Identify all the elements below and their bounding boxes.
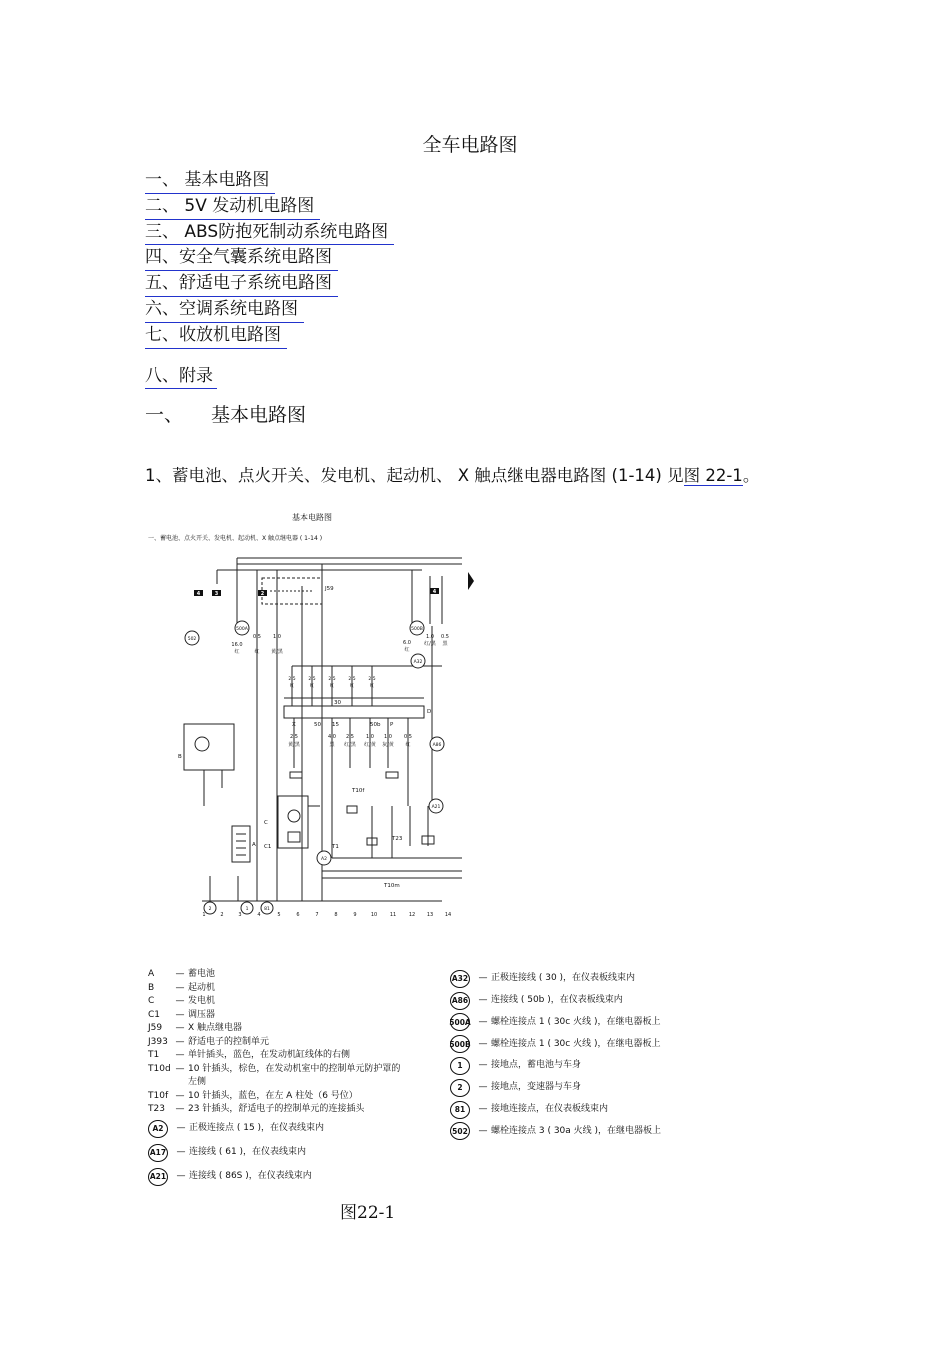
label-t1: T1 xyxy=(332,844,339,850)
toc-link-comfort[interactable]: 五、舒适电子系统电路图 xyxy=(145,271,338,297)
bottom-number: 8 xyxy=(334,912,338,918)
legend-right xyxy=(450,968,661,1142)
label-a32: A32 xyxy=(413,660,423,665)
wire-color: 红 xyxy=(404,647,410,653)
wire-size: 2.5 xyxy=(346,734,354,740)
fuse-size: 2.5 xyxy=(308,677,316,682)
legend-item: T10d — 10 针插头，棕色，在发动机室中的控制单元防护罩的 xyxy=(148,1063,401,1074)
legend-item: T1 — 单针插头，蓝色，在发动机缸线体的右侧 xyxy=(148,1050,351,1060)
label-kp: P xyxy=(390,722,394,728)
battery-box xyxy=(232,826,250,862)
tag-label-4: 4 xyxy=(196,591,201,597)
wire-color: 红/黑 xyxy=(344,742,356,748)
label-t10f: T10f xyxy=(352,788,365,794)
legend-item: A — 蓄电池 xyxy=(148,969,216,979)
paragraph-end: 。 xyxy=(742,466,760,485)
bottom-number: 6 xyxy=(296,912,300,918)
legend-item: B — 起动机 xyxy=(148,982,216,993)
label-500a: 500A xyxy=(236,627,248,632)
bottom-number: 3 xyxy=(238,912,242,918)
label-k50: 50 xyxy=(314,722,321,728)
legend-item: A2 — 正极连接点 ( 15 )，在仪表线束内 xyxy=(148,1117,400,1141)
wire-size: 0.5 xyxy=(404,734,412,740)
label-a86: A86 xyxy=(432,743,442,748)
bottom-number: 4 xyxy=(257,912,261,918)
label-c1: C1 xyxy=(264,844,272,850)
section-heading xyxy=(145,400,306,427)
fuse-size: 2.5 xyxy=(328,677,336,682)
tag-label-4b: 4 xyxy=(432,589,437,595)
wire-size: 0.5 xyxy=(441,634,449,640)
legend-item: A86 — 连接线 ( 50b )，在仪表板线束内 xyxy=(450,990,661,1012)
wire-color: 灰/黄 xyxy=(382,742,394,748)
bottom-number: 5 xyxy=(277,912,281,918)
fuse-size: 2.5 xyxy=(288,677,296,682)
figure-caption: 图22-1 xyxy=(340,1203,396,1223)
paragraph-text: 1、蓄电池、点火开关、发电机、起动机、 X 触点继电器电路图 (1-14) 见 xyxy=(145,466,684,485)
wire-size: 2.5 xyxy=(290,734,298,740)
legend-item: J393 — 舒适电子的控制单元 xyxy=(148,1036,270,1047)
wire-size: 1.0 xyxy=(384,734,392,740)
label-k50b: 50b xyxy=(370,722,381,728)
legend-item: C — 发电机 xyxy=(148,996,216,1006)
bottom-number: 11 xyxy=(389,912,397,918)
wire-size: 1.0 xyxy=(426,634,434,640)
bottom-number: 12 xyxy=(408,912,416,918)
legend-item: A21 — 连接线 ( 86S )，在仪表线束内 xyxy=(148,1165,400,1189)
bottom-number: 14 xyxy=(444,912,452,918)
label-502: 502 xyxy=(187,637,197,642)
tag-label-2: 2 xyxy=(260,591,265,597)
legend-item: 2 — 接地点，变速器与车身 xyxy=(450,1077,661,1099)
bottom-numbers xyxy=(202,912,451,918)
fuse-color: 红 xyxy=(309,684,315,689)
label-d: D xyxy=(427,709,432,715)
toc-link-basic[interactable]: 一、 基本电路图 xyxy=(145,168,275,194)
legend-item: J59 — X 触点继电器 xyxy=(148,1023,243,1033)
legend-item: T10f — 10 针插头，蓝色，在左 A 柱处（6 号位） xyxy=(148,1090,358,1101)
fuse-size: 2.5 xyxy=(368,677,376,682)
bottom-number: 10 xyxy=(370,912,378,918)
wire-color: 黑 xyxy=(329,742,335,748)
ignition-switch-box xyxy=(284,706,424,718)
bottom-number: 2 xyxy=(220,912,224,918)
label-t10m: T10m xyxy=(384,883,400,889)
legend-item: 500B — 螺栓连接点 1 ( 30c 火线 )，在继电器板上 xyxy=(450,1033,661,1055)
bottom-number: 13 xyxy=(426,912,434,918)
diagram-subtitle: 一、蓄电池、点火开关、发电机、起动机、X 触点继电器 ( 1-14 ) xyxy=(148,535,323,542)
label-k30: 30 xyxy=(334,700,341,706)
wire-color: 红 xyxy=(405,742,411,748)
toc-link-airbag[interactable]: 四、安全气囊系统电路图 xyxy=(145,245,338,271)
label-j59: J59 xyxy=(325,586,334,592)
section-number: 一、 xyxy=(145,404,184,426)
wire-size: 4.0 xyxy=(328,734,336,740)
label-500b: 500B xyxy=(411,627,423,632)
wire-size: 1.0 xyxy=(366,734,374,740)
legend-item: 81 — 接地连接点，在仪表板线束内 xyxy=(450,1099,661,1121)
label-ground-2: 2 xyxy=(208,907,212,912)
section-title: 基本电路图 xyxy=(211,404,307,426)
fuse-color: 红 xyxy=(329,684,335,689)
bottom-number: 7 xyxy=(315,912,319,918)
fuse-size: 2.5 xyxy=(348,677,356,682)
legend-item: 左侧 xyxy=(188,1077,207,1087)
label-t23: T23 xyxy=(392,836,403,842)
legend-item: 1 — 接地点，蓄电池与车身 xyxy=(450,1055,661,1077)
legend-item: 502 — 螺栓连接点 3 ( 30a 火线 )，在继电器板上 xyxy=(450,1121,661,1143)
wire-size: 1.0 xyxy=(273,634,281,640)
fuse-color: 红 xyxy=(349,684,355,689)
continue-arrow-icon xyxy=(468,572,474,590)
legend-item: C1 — 调压器 xyxy=(148,1009,216,1020)
label-a: A xyxy=(252,842,256,848)
toc-link-engine[interactable]: 二、 5V 发动机电路图 xyxy=(145,194,320,220)
wire-color: 红/黑 xyxy=(424,641,436,647)
label-kx: X xyxy=(292,722,296,728)
wire-size: 16.0 xyxy=(231,642,243,648)
wire-color: 黄/黑 xyxy=(288,742,300,748)
wire-size: 6.0 xyxy=(403,640,411,646)
legend-item: 500A — 螺栓连接点 1 ( 30c 火线 )，在继电器板上 xyxy=(450,1012,661,1034)
toc-link-ac[interactable]: 六、空调系统电路图 xyxy=(145,297,304,323)
diagram-title: 基本电路图 xyxy=(292,513,332,522)
intro-paragraph xyxy=(145,462,759,486)
label-ground-81: 81 xyxy=(264,907,270,912)
legend-left xyxy=(148,968,400,1189)
legend-item: A17 — 连接线 ( 61 )，在仪表线束内 xyxy=(148,1141,400,1165)
starter-box xyxy=(184,724,234,770)
label-c: C xyxy=(264,820,268,826)
tag-label-3: 3 xyxy=(214,591,219,597)
toc-link-appendix[interactable]: 八、附录 xyxy=(145,364,217,389)
fuse-color: 红 xyxy=(369,684,375,689)
table-of-contents xyxy=(145,168,394,349)
circuit-diagram xyxy=(142,506,482,922)
figure-link[interactable]: 图 22-1 xyxy=(683,466,743,485)
fuse-color: 红 xyxy=(289,684,295,689)
wire-color: 红 xyxy=(254,649,260,655)
label-a21: A21 xyxy=(431,805,441,810)
wire-color: 黑 xyxy=(442,641,448,647)
wire-color: 红 xyxy=(234,649,240,655)
bottom-number: 1 xyxy=(202,912,206,918)
legend-item: T23 — 23 针插头，舒适电子的控制单元的连接插头 xyxy=(148,1104,365,1114)
label-b: B xyxy=(178,754,182,760)
bottom-number: 9 xyxy=(353,912,357,918)
legend-item: A32 — 正极连接线 ( 30 )，在仪表板线束内 xyxy=(450,968,661,990)
toc-link-radio[interactable]: 七、收放机电路图 xyxy=(145,323,287,349)
label-ground-1: 1 xyxy=(245,907,249,912)
toc-link-abs[interactable]: 三、 ABS防抱死制动系统电路图 xyxy=(145,220,394,246)
wire-color: 黄/黑 xyxy=(271,649,283,655)
circuit-diagram-svg xyxy=(142,506,482,918)
label-k15: 15 xyxy=(332,722,339,728)
page-title: 全车电路图 xyxy=(422,134,518,156)
wire-size: 0.5 xyxy=(253,634,261,640)
wire-color: 红/黄 xyxy=(364,742,376,748)
label-a2: A2 xyxy=(321,857,327,862)
